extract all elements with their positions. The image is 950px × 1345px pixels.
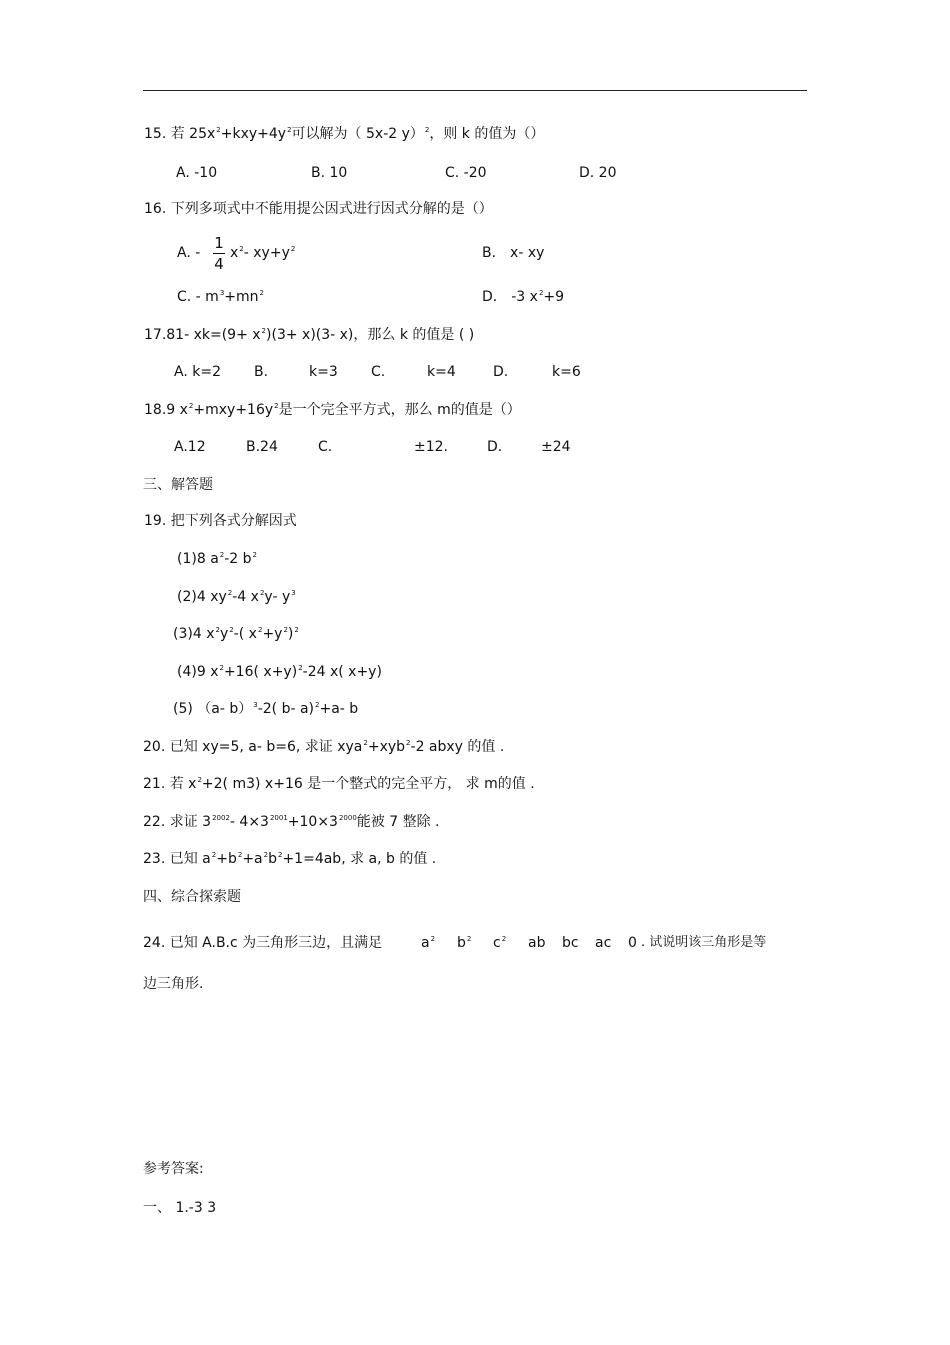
section-heading-4: 四、综合探索题 xyxy=(143,889,241,905)
q15-option-c: C. -20 xyxy=(445,165,487,181)
answers-line-1: 一、 1.-3 3 xyxy=(143,1200,217,1216)
question-15: 15. 若 $25x^2+kxy+4y^2$可以解为（ 5x-2 y）$^2$，则 k 的值为（） xyxy=(144,126,545,142)
q16-option-a-expression: $x^2-$ $xy+y^2$ xyxy=(230,245,296,261)
q17-option-c-label: C. xyxy=(371,364,386,380)
section-heading-3: 三、解答题 xyxy=(143,477,213,493)
question-21: 21. 若 $x^2+2$( m3) x+16 是一个整式的完全平方， 求 m的值 . xyxy=(143,776,535,792)
question-19: 19. 把下列各式分解因式 xyxy=(144,513,297,529)
q24-term-ab: ab xyxy=(528,935,546,951)
question-22: 22. 求证 $3^{2002}-$ $4\times 3^{2001}+10\times 3^{2000}$能被 7 整除 . xyxy=(143,814,440,830)
q17-option-b-label: B. xyxy=(254,364,269,380)
q17-option-c-value: k=4 xyxy=(427,364,456,380)
question-24: 24. 已知 A.B.c 为三角形三边，且满足 xyxy=(143,935,383,951)
q16-option-c: C. - $m^3+mn^2$ xyxy=(177,289,265,305)
q24-term-b2: $b^2$ xyxy=(457,935,472,951)
q17-option-a: A. k=2 xyxy=(174,364,221,380)
q19-part-5: (5) （a- b）$^3$-2( b- a)$^2$+a- b xyxy=(173,701,359,717)
question-20: 20. 已知 xy=5, a- b=6, 求证 xya$^2$+xyb$^2$-2 abxy 的值 . xyxy=(143,739,505,755)
q18-option-b: B.24 xyxy=(246,439,278,455)
q17-option-b-value: k=3 xyxy=(309,364,338,380)
question-23: 23. 已知 $a^2+b^2+a^2b^2+1=4ab$, 求 a, b 的值 . xyxy=(143,851,437,867)
question-16: 16. 下列多项式中不能用提公因式进行因式分解的是（） xyxy=(144,201,493,217)
q24-term-c2: $c^2$ xyxy=(493,935,507,951)
q24-stem-end: . 试说明该三角形是等 xyxy=(641,935,767,950)
q19-part-3: (3)4 $x^2y^2-$( $x^2+y^2)^2$ xyxy=(173,626,299,642)
q24-term-a2: $a^2$ xyxy=(421,935,436,951)
q18-option-d-value: ±24 xyxy=(541,439,571,455)
q18-option-d-label: D. xyxy=(487,439,503,455)
q24-term-bc: bc xyxy=(562,935,579,951)
q18-option-a: A.12 xyxy=(174,439,206,455)
q18-option-c-label: C. xyxy=(318,439,333,455)
q15-option-a: A. -10 xyxy=(176,165,218,181)
q15-option-d: D. 20 xyxy=(579,165,617,181)
q17-option-d-label: D. xyxy=(493,364,509,380)
q19-part-1: (1)8 $a^2-2$ $b^2$ xyxy=(177,551,258,567)
q18-option-c-value: ±12. xyxy=(414,439,448,455)
q24-term-zero: 0 xyxy=(628,935,637,951)
q16-option-b: B． x- xy xyxy=(482,245,545,261)
q24-term-ac: ac xyxy=(595,935,612,951)
q15-option-b: B. 10 xyxy=(311,165,348,181)
q17-option-d-value: k=6 xyxy=(552,364,581,380)
question-17: 17.81- $xk=(9+ x^2)(3+ x)(3-$ x)，那么 k 的值是 ( ) xyxy=(144,327,475,343)
q16-option-a-label: A. - xyxy=(177,245,201,261)
question-18: 18.9 $x^2+mxy+16y^2$是一个完全平方式，那么 m的值是（） xyxy=(144,402,521,418)
fraction-one-quarter: 1 4 xyxy=(214,234,224,273)
q19-part-2: (2)4 $xy^2-4$ $x^2y-$ $y^3$ xyxy=(177,589,296,605)
q24-line-2: 边三角形. xyxy=(143,976,204,992)
header-rule xyxy=(143,90,807,91)
q19-part-4: (4)9 $x^2+16$( x+y)$^2$-24 x( x+y) xyxy=(177,664,382,680)
answers-title: 参考答案: xyxy=(143,1161,204,1177)
q16-option-d: D． -3 $x^2+9$ xyxy=(482,289,565,305)
